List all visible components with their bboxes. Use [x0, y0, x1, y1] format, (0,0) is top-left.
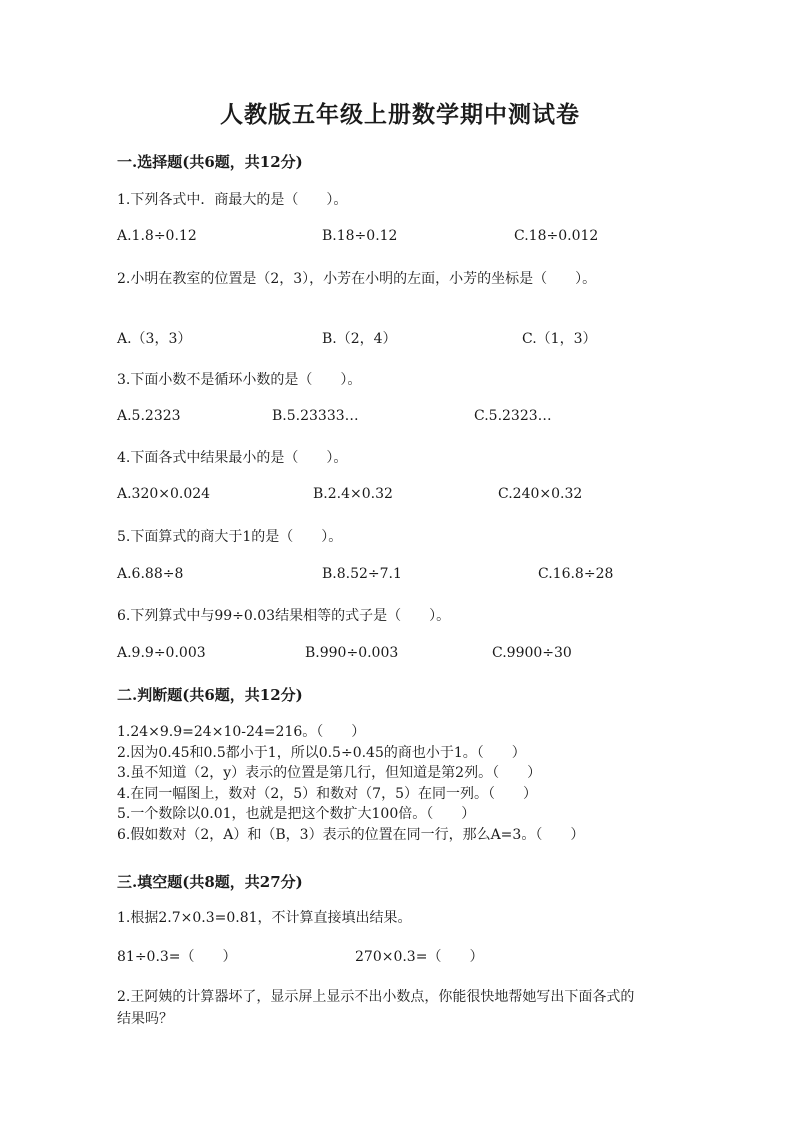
option-c: C.9900÷30 [492, 645, 572, 661]
option-c: C.（1，3） [522, 331, 597, 347]
option-a: A.9.9÷0.003 [117, 645, 206, 661]
choice-options-4 [117, 486, 697, 508]
option-a: A.（3，3） [117, 331, 192, 347]
choice-question-3: 3.下面小数不是循环小数的是（ ）。 [117, 372, 362, 388]
option-b: B.（2，4） [322, 331, 397, 347]
choice-question-5: 5.下面算式的商大于1的是（ ）。 [117, 529, 343, 545]
option-c: C.18÷0.012 [514, 228, 599, 244]
choice-options-2 [117, 328, 697, 350]
section-heading-fill: 三.填空题(共8题，共27分) [117, 873, 303, 891]
judge-item-6: 6.假如数对（2，A）和（B，3）表示的位置在同一行，那么A=3。（ ） [117, 826, 585, 843]
choice-options-6 [117, 645, 697, 667]
section-heading-judge: 二.判断题(共6题，共12分) [117, 686, 303, 704]
option-b: B.2.4×0.32 [313, 486, 393, 502]
option-b: B.990÷0.003 [305, 645, 399, 661]
option-a: A.1.8÷0.12 [117, 228, 197, 244]
choice-options-1 [117, 228, 697, 250]
choice-options-5 [117, 566, 697, 588]
choice-question-1: 1.下列各式中．商最大的是（ ）。 [117, 192, 348, 208]
option-c: C.240×0.32 [498, 486, 583, 502]
fill-question-1: 1.根据2.7×0.3=0.81，不计算直接填出结果。 [117, 910, 412, 926]
option-a: A.6.88÷8 [117, 566, 184, 582]
judge-item-1: 1.24×9.9=24×10-24=216。（ ） [117, 724, 366, 740]
judge-item-2: 2.因为0.45和0.5都小于1，所以0.5÷0.45的商也小于1。（ ） [117, 744, 526, 761]
option-b: B.8.52÷7.1 [322, 566, 402, 582]
judge-item-4: 4.在同一幅图上，数对（2，5）和数对（7，5）在同一列。（ ） [117, 785, 537, 802]
option-a: A.5.2323 [117, 408, 181, 424]
choice-options-3 [117, 408, 697, 430]
choice-question-2: 2.小明在教室的位置是（2，3），小芳在小明的左面，小芳的坐标是（ ）。 [117, 271, 597, 287]
section-heading-choice: 一.选择题(共6题，共12分) [117, 153, 303, 171]
fill-blank-b: 270×0.3=（ ） [355, 949, 484, 965]
choice-question-6: 6.下列算式中与99÷0.03结果相等的式子是（ ）。 [117, 608, 451, 624]
choice-question-4: 4.下面各式中结果最小的是（ ）。 [117, 450, 348, 466]
option-b: B.5.23333… [272, 408, 359, 424]
option-c: C.16.8÷28 [538, 566, 614, 582]
judge-list [117, 722, 717, 845]
fill-answers-1 [117, 946, 697, 968]
judge-item-5: 5.一个数除以0.01，也就是把这个数扩大100倍。（ ） [117, 806, 476, 822]
option-c: C.5.2323… [474, 408, 552, 424]
judge-item-3: 3.虽不知道（2，y）表示的位置是第几行，但知道是第2列。（ ） [117, 765, 542, 781]
page-title: 人教版五年级上册数学期中测试卷 [220, 101, 580, 128]
option-a: A.320×0.024 [117, 486, 211, 502]
option-b: B.18÷0.12 [322, 228, 398, 244]
fill-question-2: 2.王阿姨的计算器坏了，显示屏上显示不出小数点，你能很快地帮她写出下面各式的结果吗？ [117, 989, 635, 1027]
fill-blank-a: 81÷0.3=（ ） [117, 949, 237, 965]
